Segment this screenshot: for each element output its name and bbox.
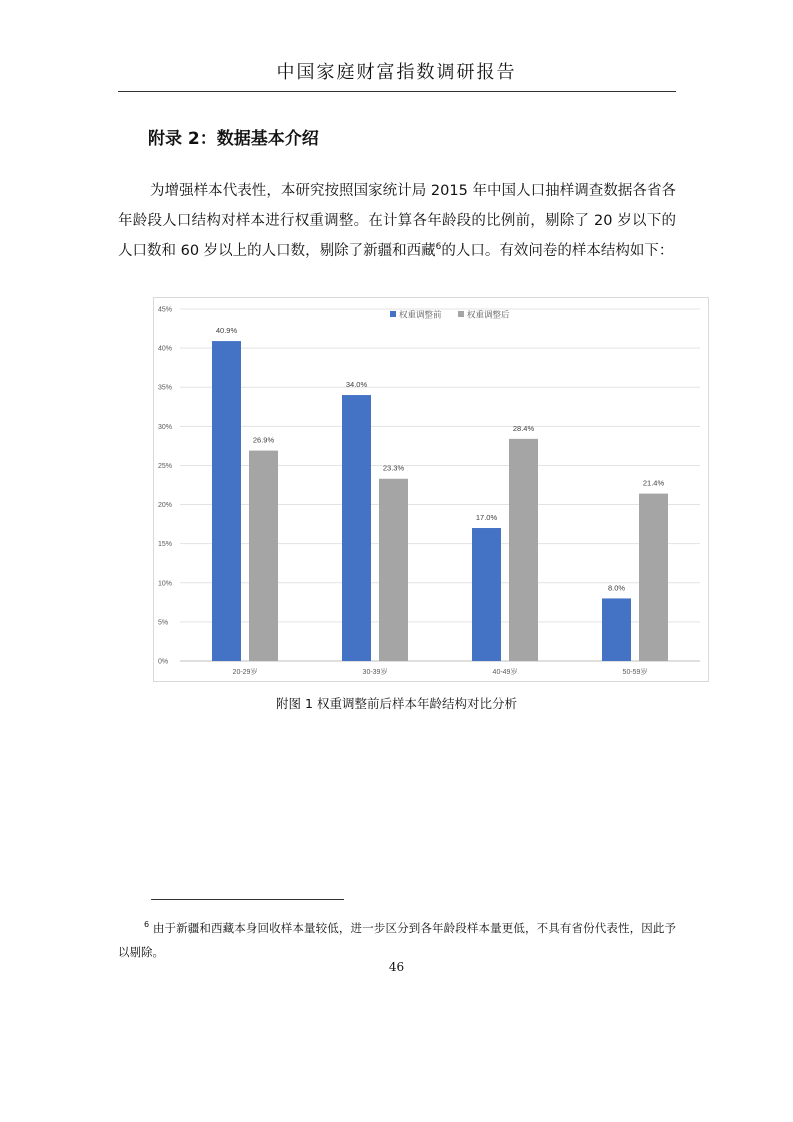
footnote-divider	[151, 899, 344, 900]
data-label: 40.9%	[215, 326, 238, 336]
bar-after-2	[509, 439, 538, 661]
bar-before-0	[212, 341, 241, 661]
data-label: 23.3%	[382, 463, 405, 473]
page-number: 46	[388, 960, 405, 974]
data-label: 28.4%	[512, 423, 535, 433]
footnote-number: 6	[144, 920, 150, 929]
x-tick-label: 50-59岁	[622, 669, 648, 676]
bar-before-1	[342, 395, 371, 661]
bar-before-2	[472, 528, 501, 661]
chart-y-axis	[158, 307, 172, 666]
body-paragraph	[118, 176, 676, 266]
data-label: 21.4%	[642, 478, 665, 488]
chart-svg	[154, 298, 708, 681]
y-tick-label: 25%	[158, 462, 173, 470]
y-tick-label: 40%	[158, 345, 173, 353]
chart-bars	[212, 341, 668, 661]
chart-legend	[390, 310, 510, 321]
y-tick-label: 20%	[158, 502, 173, 510]
footnote	[118, 913, 676, 964]
data-label: 34.0%	[345, 380, 368, 390]
x-tick-label: 30-39岁	[362, 669, 388, 676]
legend-swatch	[458, 311, 464, 317]
section-heading: 附录 2：数据基本介绍	[148, 129, 319, 149]
header-divider	[118, 91, 676, 92]
body-text-before: 为增强样本代表性，本研究按照国家统计局 2015 年中国人口抽样调查数据各省各年龄段人口结构对样本进行权重调整。在计算各年龄段的比例前，剔除了 20 岁以下的人口数和 60 岁以上的人口数，剔除了新疆和西藏	[118, 183, 676, 259]
x-tick-label: 20-29岁	[232, 669, 258, 676]
data-label: 8.0%	[607, 583, 626, 593]
bar-after-0	[249, 451, 278, 661]
age-structure-chart	[153, 297, 709, 682]
bar-before-3	[602, 598, 631, 661]
y-tick-label: 35%	[158, 384, 173, 392]
chart-x-axis	[233, 667, 648, 676]
y-tick-label: 0%	[158, 658, 169, 666]
legend-label: 权重调整前	[399, 310, 442, 321]
legend-label: 权重调整后	[467, 310, 510, 321]
y-tick-label: 30%	[158, 423, 173, 431]
x-tick-label: 40-49岁	[492, 669, 518, 676]
legend-swatch	[390, 311, 396, 317]
chart-data-labels	[216, 326, 665, 592]
footnote-text: 由于新疆和西藏本身回收样本量较低，进一步区分到各年龄段样本量更低，不具有省份代表性，因此予以剔除。	[118, 920, 677, 959]
data-label: 26.9%	[252, 435, 275, 445]
page-header-title: 中国家庭财富指数调研报告	[276, 62, 517, 83]
body-text-after: 的人口。有效问卷的样本结构如下：	[441, 243, 674, 259]
y-tick-label: 10%	[158, 580, 173, 588]
data-label: 17.0%	[475, 513, 498, 523]
figure-caption: 附图 1 权重调整前后样本年龄结构对比分析	[276, 696, 517, 711]
bar-after-1	[379, 479, 408, 661]
y-tick-label: 15%	[158, 541, 173, 549]
footnote-reference[interactable]: 6	[435, 242, 442, 253]
bar-after-3	[639, 494, 668, 661]
y-tick-label: 5%	[158, 619, 169, 627]
y-tick-label: 45%	[158, 306, 173, 314]
